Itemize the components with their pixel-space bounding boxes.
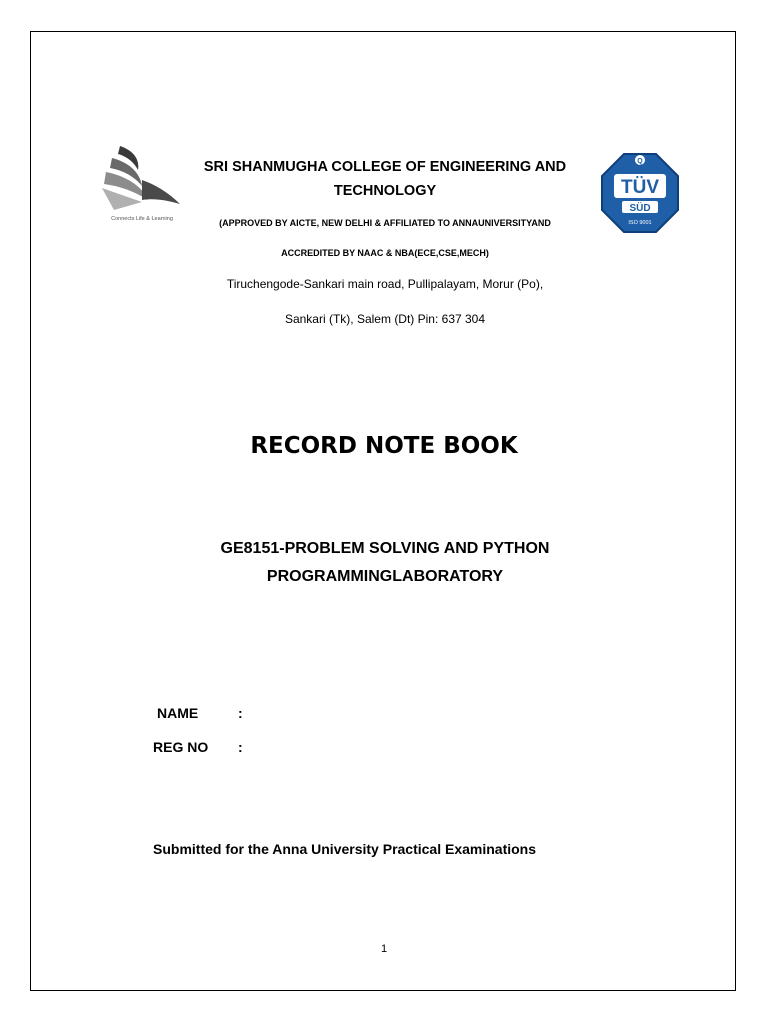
cert-sub: SÜD (629, 203, 651, 214)
record-title: RECORD NOTE BOOK (250, 433, 518, 459)
college-logo (92, 140, 192, 230)
college-name-line1: SRI SHANMUGHA COLLEGE OF ENGINEERING AND (203, 159, 567, 175)
subject-line-1: GE8151-PROBLEM SOLVING AND PYTHON (220, 540, 550, 557)
address-line-2: Sankari (Tk), Salem (Dt) Pin: 637 304 (284, 312, 486, 326)
cert-brand: TÜV (621, 177, 659, 198)
name-separator: : (238, 705, 243, 721)
certification-logo (598, 150, 682, 236)
subject-title (140, 535, 630, 591)
college-logo-mark-icon (92, 140, 192, 220)
college-name-line2: TECHNOLOGY (333, 183, 437, 199)
college-logo-tagline: Connects Life & Learning (111, 216, 173, 222)
address-line-1: Tiruchengode-Sankari main road, Pullipalayam, Morur (Po), (226, 277, 544, 291)
subject-line-2: PROGRAMMINGLABORATORY (266, 568, 504, 585)
name-label: NAME (157, 705, 199, 721)
cert-iso: ISO 9001 (628, 220, 652, 226)
cert-top-letter: Q (637, 158, 643, 165)
tuv-sud-certification-icon (598, 150, 682, 236)
accreditation-line: ACCREDITED BY NAAC & NBA(ECE,CSE,MECH) (281, 248, 489, 258)
college-name (190, 155, 580, 203)
reg-no-label: REG NO (153, 739, 209, 755)
page-number: 1 (380, 943, 388, 955)
submission-note: Submitted for the Anna University Practical Examinations (153, 841, 537, 857)
reg-no-separator: : (238, 739, 243, 755)
approval-line: (APPROVED BY AICTE, NEW DELHI & AFFILIATED TO ANNAUNIVERSITYAND (219, 218, 551, 228)
